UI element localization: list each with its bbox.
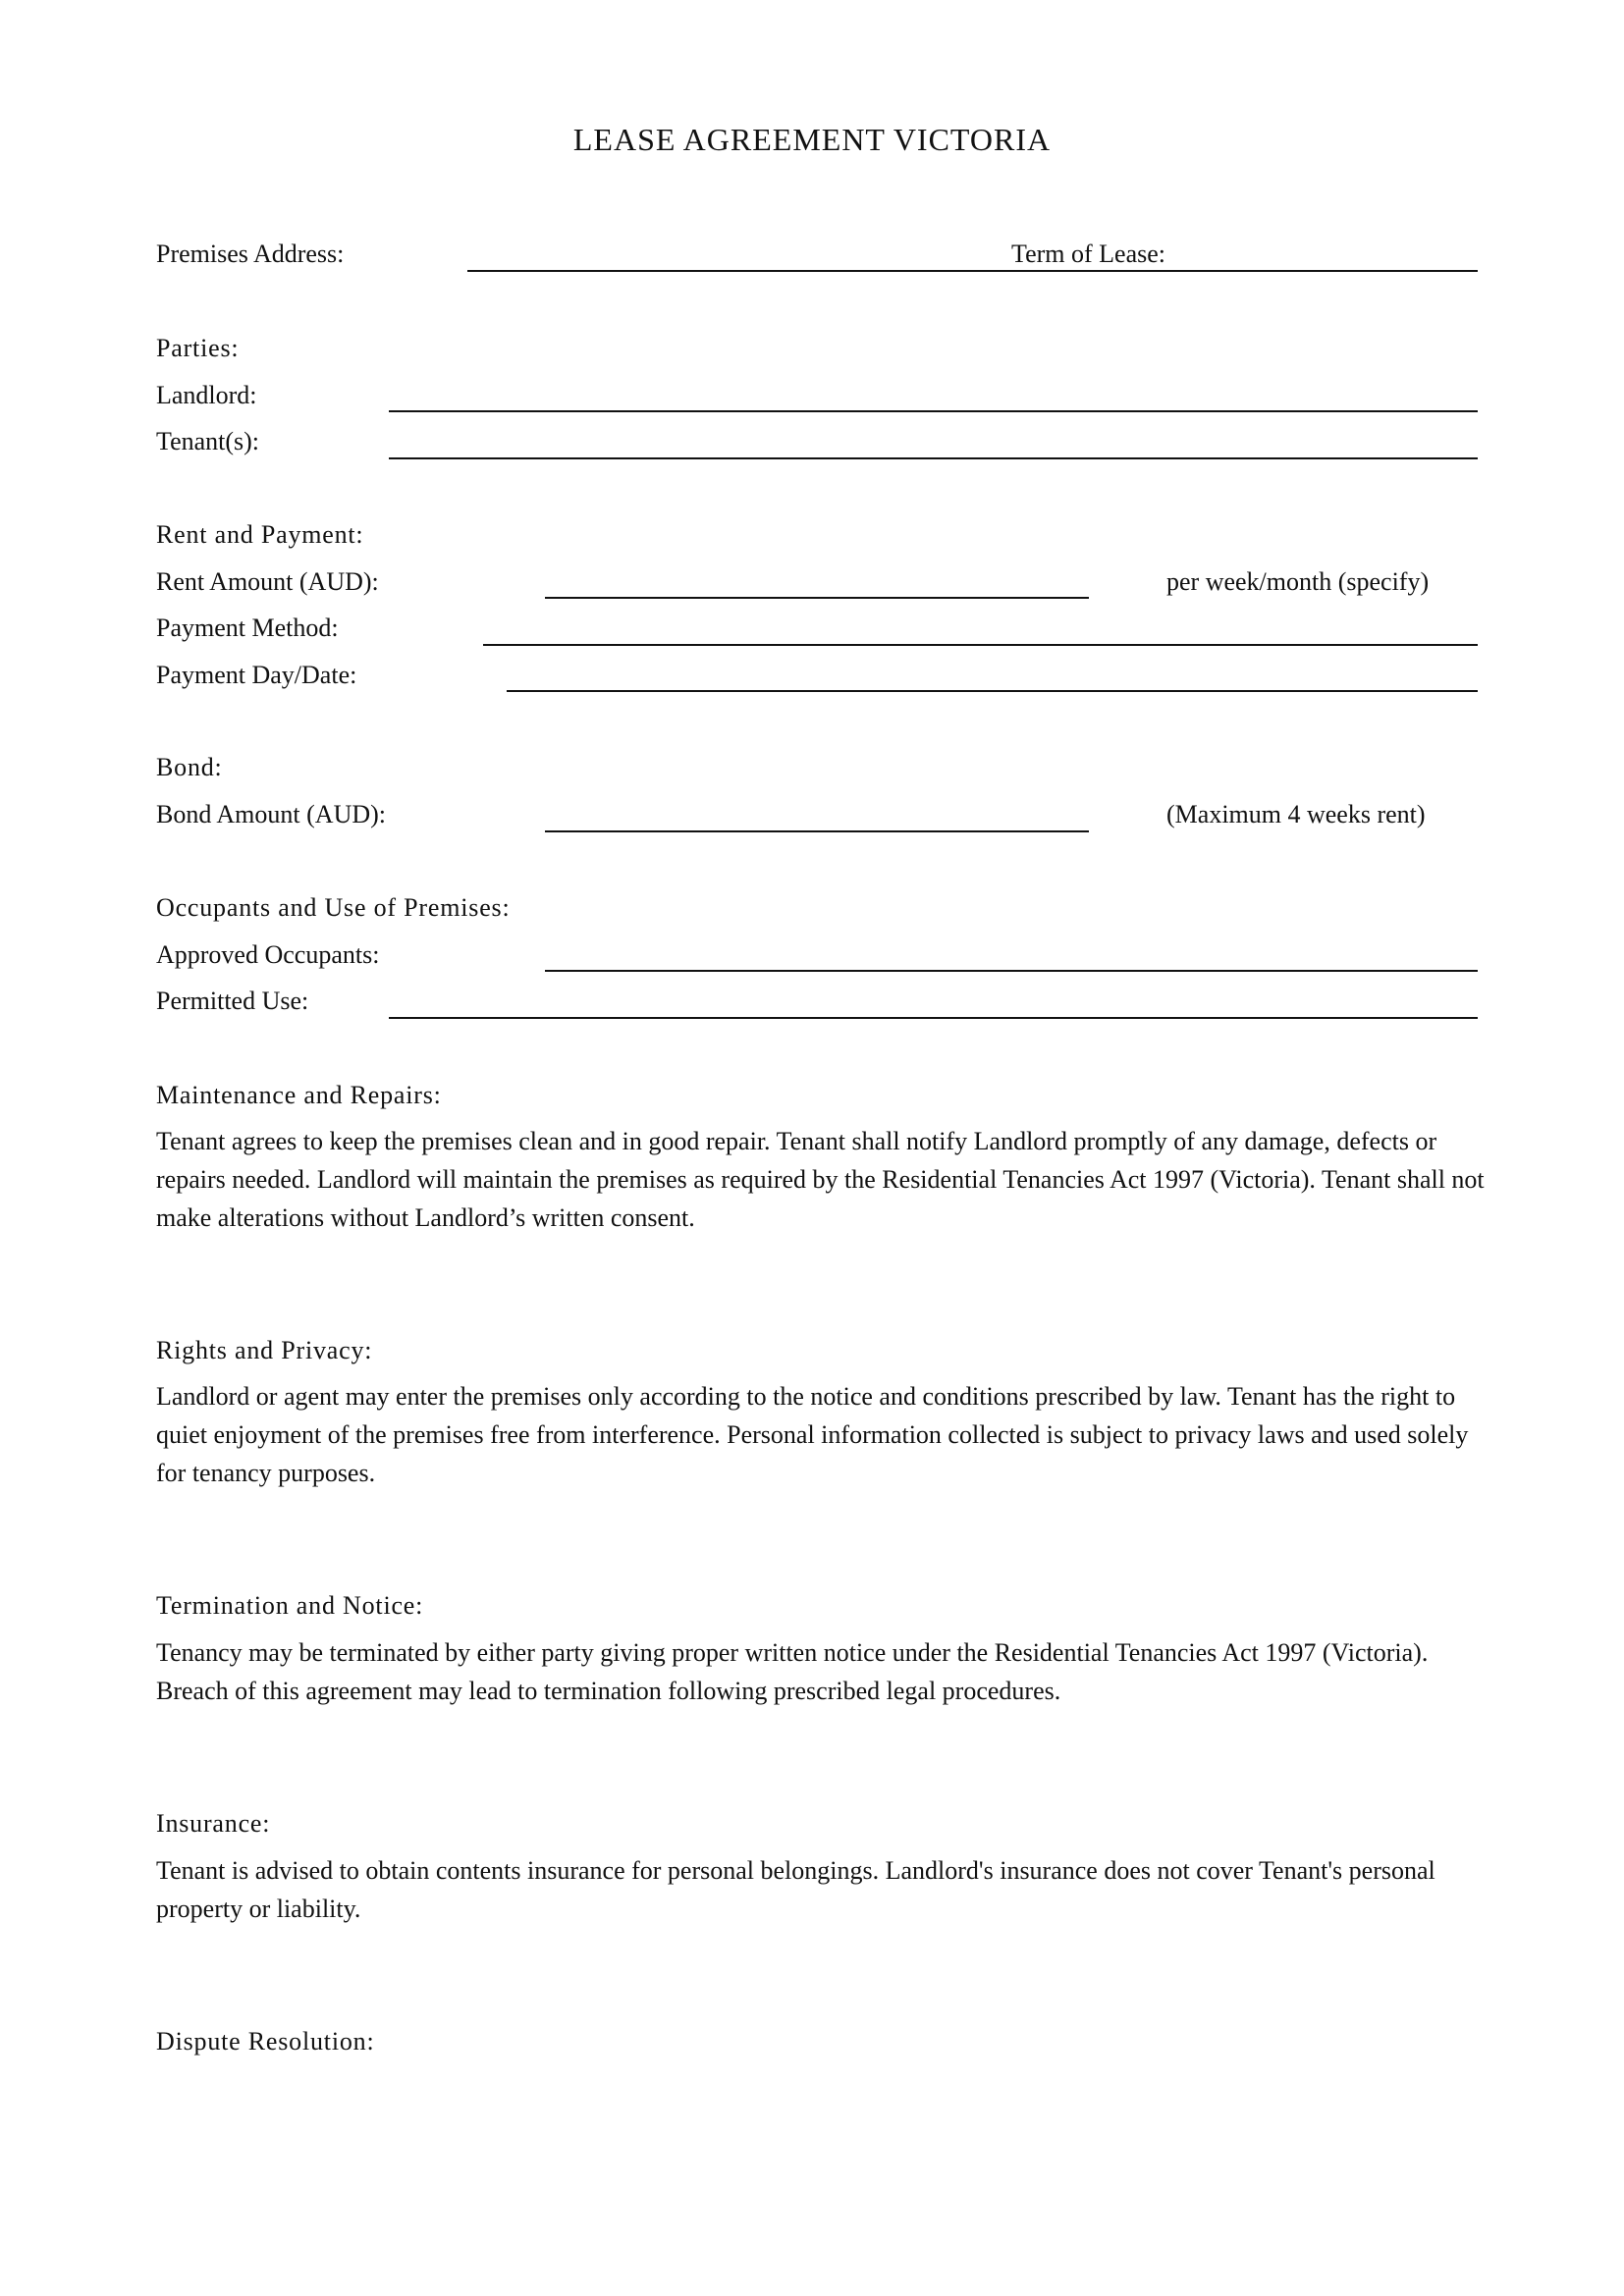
rent-amount-field[interactable] bbox=[545, 597, 1089, 599]
termination-heading: Termination and Notice: bbox=[156, 1591, 424, 1620]
occupants-heading: Occupants and Use of Premises: bbox=[156, 893, 511, 922]
payment-day-label: Payment Day/Date: bbox=[156, 661, 357, 689]
rights-body: Landlord or agent may enter the premises only according to the notice and conditions prescribed by law. Tenant has the right to quiet enjoyment of the premises free from interference. Personal information collected is subject to privacy laws and used solely for tenancy purposes. bbox=[156, 1382, 1469, 1487]
rent-period-note: per week/month (specify) bbox=[1166, 567, 1430, 596]
term-of-lease-label: Term of Lease: bbox=[1011, 241, 1171, 267]
termination-body: Tenancy may be terminated by either party giving proper written notice under the Residential Tenancies Act 1997 (Victoria). Breach of this agreement may lead to termination following prescribed legal procedures. bbox=[156, 1638, 1429, 1705]
insurance-body: Tenant is advised to obtain contents insurance for personal belongings. Landlord's insurance does not cover Tenant's personal property or liability. bbox=[156, 1856, 1435, 1923]
bond-amount-field[interactable] bbox=[545, 830, 1089, 832]
maintenance-heading: Maintenance and Repairs: bbox=[156, 1081, 442, 1109]
maintenance-body: Tenant agrees to keep the premises clean and in good repair. Tenant shall notify Landlord promptly of any damage, defects or repairs needed. Landlord will maintain the premises as required by the Residential Tenancies Act 1997 (Victoria). Tenant shall not make alterations without Landlord’s written consent. bbox=[156, 1127, 1485, 1232]
document-title: LEASE AGREEMENT VICTORIA bbox=[572, 122, 1052, 157]
rent-heading: Rent and Payment: bbox=[156, 520, 364, 549]
permitted-use-label: Permitted Use: bbox=[156, 987, 309, 1015]
approved-occupants-field[interactable] bbox=[545, 970, 1478, 972]
landlord-field[interactable] bbox=[389, 410, 1478, 412]
parties-heading: Parties: bbox=[156, 334, 240, 362]
rights-heading: Rights and Privacy: bbox=[156, 1336, 373, 1364]
bond-maximum-note: (Maximum 4 weeks rent) bbox=[1166, 800, 1426, 828]
landlord-label: Landlord: bbox=[156, 381, 257, 409]
rent-amount-label: Rent Amount (AUD): bbox=[156, 567, 379, 596]
dispute-heading: Dispute Resolution: bbox=[156, 2027, 375, 2056]
payment-method-field[interactable] bbox=[483, 644, 1478, 646]
approved-occupants-label: Approved Occupants: bbox=[156, 940, 380, 969]
premises-address-label: Premises Address: bbox=[156, 240, 345, 268]
payment-day-field[interactable] bbox=[507, 690, 1478, 692]
tenants-field[interactable] bbox=[389, 457, 1478, 459]
payment-method-label: Payment Method: bbox=[156, 614, 339, 642]
bond-heading: Bond: bbox=[156, 753, 223, 781]
bond-amount-label: Bond Amount (AUD): bbox=[156, 800, 386, 828]
premises-address-field[interactable] bbox=[467, 270, 1478, 272]
tenants-label: Tenant(s): bbox=[156, 427, 260, 455]
permitted-use-field[interactable] bbox=[389, 1017, 1478, 1019]
insurance-heading: Insurance: bbox=[156, 1809, 271, 1838]
